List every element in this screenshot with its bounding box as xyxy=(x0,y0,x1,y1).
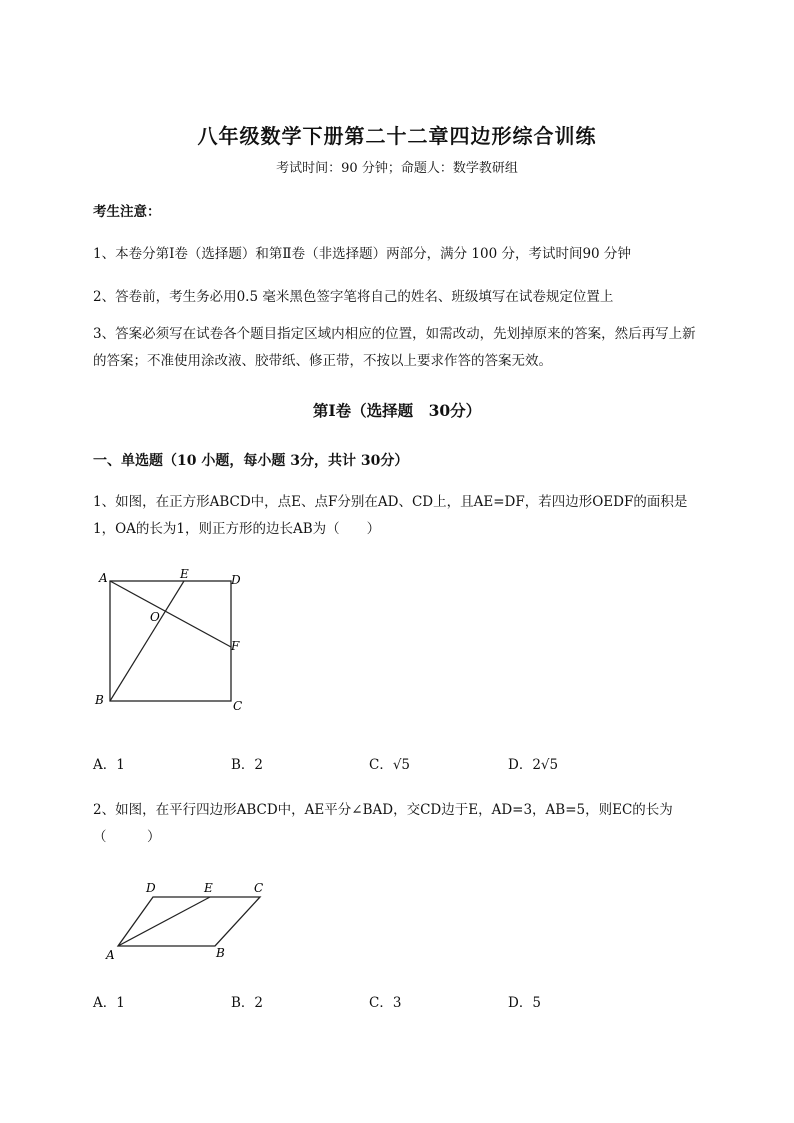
q1-label-e: E xyxy=(180,568,189,581)
q2-label-a: A xyxy=(106,948,115,962)
q2-label-b: B xyxy=(216,946,225,960)
page-title: 八年级数学下册第二十二章四边形综合训练 xyxy=(197,124,597,148)
q1-option-d[interactable]: D．2√5 xyxy=(508,757,559,773)
section-title: 第Ⅰ卷（选择题 30分） xyxy=(312,401,482,420)
q1-option-a[interactable]: A．1 xyxy=(93,757,125,773)
q2-option-a[interactable]: A．1 xyxy=(93,995,125,1011)
notice-item-3: 3、答案必须写在试卷各个题目指定区域内相应的位置，如需改动，先划掉原来的答案，然后再写上新的答案；不准使用涂改液、胶带纸、修正带，不按以上要求作答的答案无效。 xyxy=(93,326,696,369)
q2-option-d[interactable]: D．5 xyxy=(508,995,541,1011)
q1-label-c: C xyxy=(233,699,243,713)
q1-option-c[interactable]: C．√5 xyxy=(369,757,411,773)
q2-option-c[interactable]: C．3 xyxy=(369,995,402,1011)
notice-item-2: 2、答卷前，考生务必用0.5 毫米黑色签字笔将自己的姓名、班级填写在试卷规定位置上 xyxy=(93,289,614,305)
notice-item-1: 1、本卷分第Ⅰ卷（选择题）和第Ⅱ卷（非选择题）两部分，满分 100 分，考试时间90 分钟 xyxy=(93,246,631,262)
exam-info: 考试时间：90 分钟；命题人：数学教研组 xyxy=(276,161,518,176)
question-2-figure xyxy=(100,875,280,967)
q2-label-e: E xyxy=(204,881,213,895)
question-2-text: 2、如图，在平行四边形ABCD中，AE平分∠BAD，交CD边于E，AD=3，AB=5，则EC的长为（ ） xyxy=(93,802,673,845)
question-1-figure xyxy=(92,568,252,716)
part-heading: 一、单选题（10 小题，每小题 3分，共计 30分） xyxy=(93,453,409,469)
q1-label-b: B xyxy=(95,693,104,707)
notice-heading: 考生注意： xyxy=(93,204,161,220)
q1-label-f: F xyxy=(231,639,240,653)
q1-label-o: O xyxy=(150,610,160,624)
q1-label-a: A xyxy=(99,571,108,585)
q1-label-d: D xyxy=(231,573,241,587)
question-1-text: 1、如图，在正方形ABCD中，点E、点F分别在AD、CD上，且AE=DF，若四边形OEDF的面积是1，OA的长为1，则正方形的边长AB为（ ） xyxy=(93,494,688,537)
q2-label-d: D xyxy=(146,881,156,895)
q2-option-b[interactable]: B．2 xyxy=(231,995,264,1011)
q1-option-b[interactable]: B．2 xyxy=(231,757,264,773)
q2-label-c: C xyxy=(254,881,264,895)
